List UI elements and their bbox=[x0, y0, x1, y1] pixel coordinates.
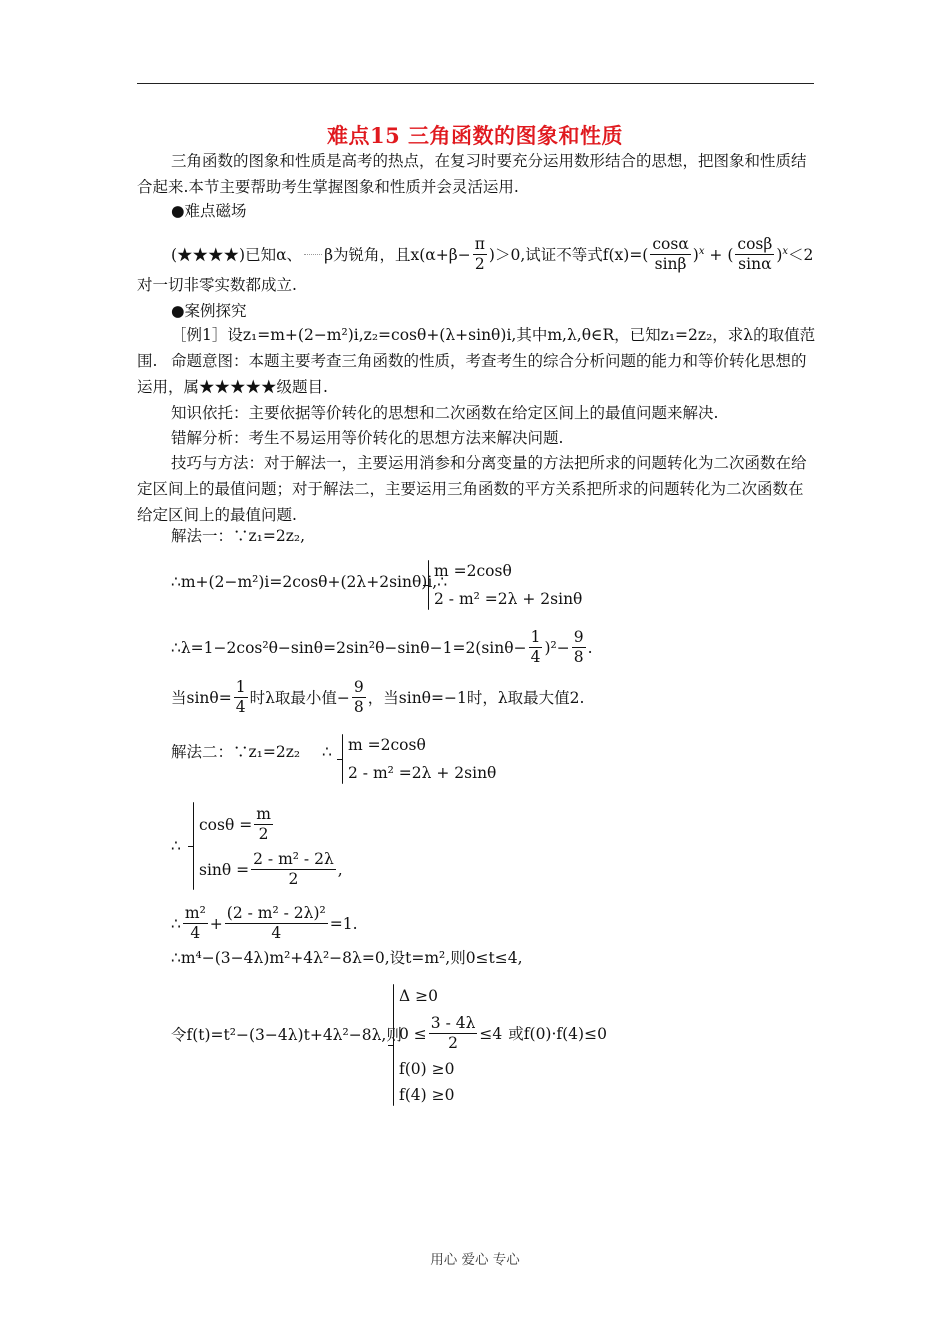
solution1-line1: ∴m+(2−m²)i=2cosθ+(2λ+2sinθ)i,∴ bbox=[171, 573, 448, 591]
problem-line2: 对一切非零实数都成立. bbox=[137, 276, 297, 294]
system-brace-3 bbox=[193, 802, 194, 890]
problem-statement: (★★★★)已知α、 β为锐角，且x(α+β− $\frac{\pi}{2}$ )＞0,试证不等式f(x)=( $\frac{\cos\alpha}{\sin\beta}$ )$^x$ + ( $\frac{\cos\beta}{\sin\alpha}$ )$^x$ ＜2 bbox=[171, 235, 814, 273]
fraction-one-quarter-2: $\frac{1}{4}$ bbox=[235, 678, 246, 716]
fraction-m2-over-4: $\frac{\text{m²}}{4}$ bbox=[184, 904, 206, 942]
identity-equation: ∴ $\frac{\text{m²}}{4}$ + $\frac{\text{(2 - m² - 2λ)²}}{4}$ =1. bbox=[171, 904, 358, 942]
system-brace-4 bbox=[393, 984, 394, 1106]
fraction-axis: $\frac{3 - 4\lambda}{2}$ bbox=[430, 1014, 476, 1052]
pi-fraction: $\frac{\pi}{2}$ bbox=[474, 235, 485, 273]
cos-equation: cosθ = $\frac{m}{2}$ bbox=[199, 805, 271, 843]
fraction-sin-expression: $\frac{\text{2 - m² - 2λ}}{2}$ bbox=[253, 850, 334, 888]
fraction-nine-eighths-2: $\frac{9}{8}$ bbox=[353, 678, 364, 716]
cond-f0: f(0) ≥0 bbox=[399, 1060, 455, 1078]
cond-f4: f(4) ≥0 bbox=[399, 1086, 455, 1104]
solution2-therefore: ∴ bbox=[322, 743, 332, 761]
basis-paragraph: 知识依托：主要依据等价转化的思想和二次函数在给定区间上的最值问题来解决. bbox=[171, 404, 719, 422]
fraction-one-quarter: $\frac{1}{4}$ bbox=[530, 628, 541, 666]
system2-eq1: m =2cosθ bbox=[348, 736, 426, 754]
system1-eq1: m =2cosθ bbox=[434, 562, 512, 580]
quartic-line: ∴m⁴−(3−4λ)m²+4λ²−8λ=0,设t=m²,则0≤t≤4, bbox=[171, 949, 523, 967]
errors-paragraph: 错解分析：考生不易运用等价转化的思想方法来解决问题. bbox=[171, 429, 564, 447]
intro-paragraph: 三角函数的图象和性质是高考的热点，在复习时要充分运用数形结合的思想，把图象和性质结合起来.本节主要帮助考生掌握图象和性质并会灵活运用. bbox=[137, 152, 807, 196]
solution1-extreme-line: 当sinθ= $\frac{1}{4}$ 时λ取最小值− $\frac{9}{8}$ ，当sinθ=−1时，λ取最大值2. bbox=[171, 678, 585, 716]
problem-tail: ＜2 bbox=[788, 245, 814, 264]
page-title: 难点15 三角函数的图象和性质 bbox=[326, 123, 624, 148]
system2-eq2: 2 - m² =2λ + 2sinθ bbox=[348, 764, 497, 782]
system-brace-2 bbox=[342, 734, 343, 784]
ft-definition: 令f(t)=t²−(3−4λ)t+4λ²−8λ,则 bbox=[171, 1026, 402, 1044]
solution2-head: 解法二：∵z₁=2z₂ bbox=[171, 743, 301, 761]
system-brace-1 bbox=[428, 560, 429, 610]
fraction-square-over-4: $\frac{\text{(2 - m² - 2λ)²}}{4}$ bbox=[226, 904, 326, 942]
fraction-m-over-2: $\frac{m}{2}$ bbox=[256, 805, 271, 843]
section-heading-cases: ●案例探究 bbox=[171, 302, 247, 320]
solution1-lambda-line: ∴λ=1−2cos²θ−sinθ=2sin²θ−sinθ−1=2(sinθ− $\frac{1}{4}$ )²− $\frac{9}{8}$ . bbox=[171, 628, 593, 666]
problem-lead: (★★★★)已知α、 bbox=[171, 245, 303, 264]
problem-after: )＞0,试证不等式f(x)=( bbox=[488, 245, 649, 264]
method-paragraph: 技巧与方法：对于解法一，主要运用消参和分离变量的方法把所求的问题转化为二次函数在给定区间上的最值问题；对于解法二，主要运用三角函数的平方关系把所求的问题转化为二次函数在给定区间上的最值问题. bbox=[137, 454, 807, 524]
sin-equation: sinθ = $\frac{\text{2 - m² - 2λ}}{2}$ , bbox=[199, 850, 343, 888]
solution1-head: 解法一：∵z₁=2z₂, bbox=[171, 527, 306, 545]
section-heading-magnet: ●难点磁场 bbox=[171, 202, 247, 220]
blank-mark bbox=[304, 254, 322, 255]
problem-mid: β为锐角，且x(α+β− bbox=[324, 245, 471, 264]
fraction-nine-eighths: $\frac{9}{8}$ bbox=[573, 628, 584, 666]
intent-paragraph: 命题意图：本题主要考查三角函数的性质，考查考生的综合分析问题的能力和等价转化思想的运用，属★★★★★级题目. bbox=[137, 352, 807, 396]
cond-axis: 0 ≤ $\frac{3 - 4\lambda}{2}$ ≤4 或f(0)·f(4)≤0 bbox=[399, 1014, 607, 1052]
page-footer: 用心 爱心 专心 bbox=[430, 1252, 520, 1268]
cond-delta: Δ ≥0 bbox=[399, 987, 438, 1005]
system1-eq2: 2 - m² =2λ + 2sinθ bbox=[434, 590, 583, 608]
fraction-cosa-sinb: $\frac{\cos\alpha}{\sin\beta}$ bbox=[652, 235, 689, 273]
fraction-cosb-sina: $\frac{\cos\beta}{\sin\alpha}$ bbox=[737, 235, 773, 273]
solution2-therefore-2: ∴ bbox=[171, 837, 181, 855]
example-1: ［例1］设z₁=m+(2−m²)i,z₂=cosθ+(λ+sinθ)i,其中m,λ,θ∈R，已知z₁=2z₂，求λ的取值范围. bbox=[137, 326, 816, 370]
header-rule bbox=[137, 83, 814, 84]
